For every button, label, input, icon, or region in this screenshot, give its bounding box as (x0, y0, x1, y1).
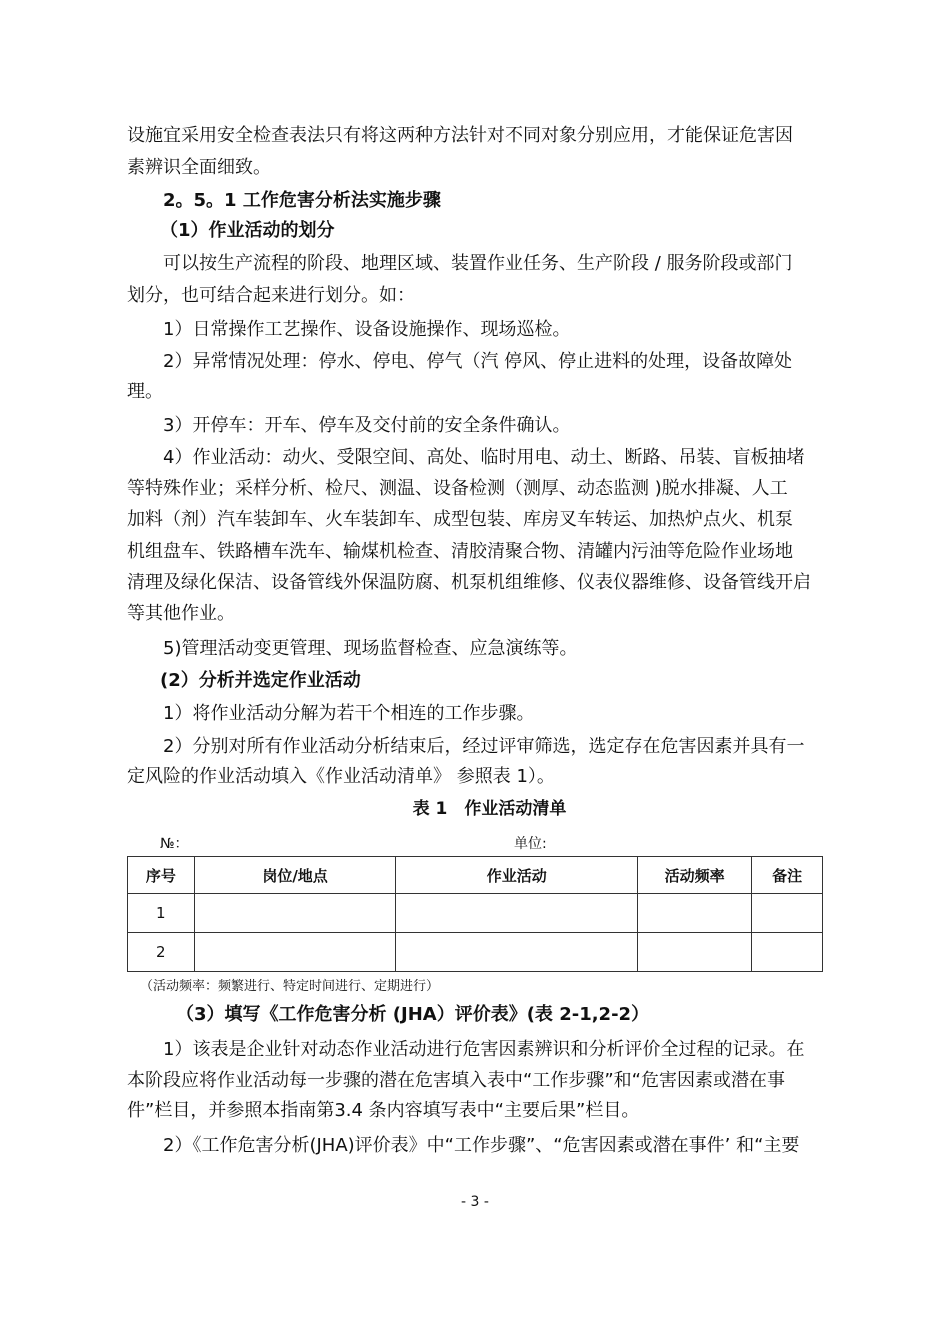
list-item: 2）异常情况处理：停水、停电、停气（汽 停风、停止进料的处理，设备故障处 (163, 351, 793, 372)
list-item-continuation: 本阶段应将作业活动每一步骤的潜在危害填入表中“工作步骤”和“危害因素或潜在事 (127, 1070, 785, 1091)
col-header-activity: 作业活动 (396, 857, 638, 894)
col-header-location: 岗位/地点 (194, 857, 396, 894)
list-item: 5)管理活动变更管理、现场监督检查、应急演练等。 (163, 638, 578, 659)
paragraph-line: 设施宜采用安全检查表法只有将这两种方法针对不同对象分别应用，才能保证危害因 (127, 125, 793, 146)
page-number: - 3 - (461, 1194, 489, 1210)
list-item-continuation: 等特殊作业；采样分析、检尺、测温、设备检测（测厚、动态监测 )脱水排凝、人工 (127, 478, 788, 499)
table-row (128, 933, 823, 972)
table-cell (752, 894, 823, 933)
table-note: （活动频率：频繁进行、特定时间进行、定期进行） (140, 979, 440, 994)
table-cell (194, 933, 396, 972)
list-item-continuation: 清理及绿化保洁、设备管线外保温防腐、机泵机组维修、仪表仪器维修、设备管线开启 (127, 572, 811, 593)
list-item-continuation: 定风险的作业活动填入《作业活动清单》 参照表 1）。 (127, 766, 555, 787)
list-item-continuation: 理。 (127, 381, 163, 402)
list-item-continuation: 加料（剂）汽车装卸车、火车装卸车、成型包装、库房叉车转运、加热炉点火、机泵 (127, 509, 793, 530)
table-cell (637, 894, 751, 933)
paragraph-line: 划分，也可结合起来进行划分。如： (127, 285, 415, 306)
paragraph-line: 素辨识全面细致。 (127, 157, 271, 178)
table-cell (396, 894, 638, 933)
table-header-row (128, 857, 823, 894)
subsection-heading: （1）作业活动的划分 (160, 220, 335, 241)
table-row (128, 894, 823, 933)
list-item-continuation: 机组盘车、铁路槽车洗车、输煤机检查、清胶清聚合物、清罐内污油等危险作业场地 (127, 541, 793, 562)
table-number-label: №： (160, 836, 189, 852)
paragraph-line: 可以按生产流程的阶段、地理区域、装置作业任务、生产阶段 / 服务阶段或部门 (163, 253, 793, 274)
list-item: 2）分别对所有作业活动分析结束后，经过评审筛选，选定存在危害因素并具有一 (163, 736, 805, 757)
col-header-remarks: 备注 (752, 857, 823, 894)
table-cell: 2 (128, 933, 195, 972)
table-caption: 表 1 作业活动清单 (412, 799, 567, 819)
table-cell (637, 933, 751, 972)
activity-list-table (127, 856, 823, 972)
table-cell (194, 894, 396, 933)
table-unit-label: 单位: (514, 836, 547, 852)
table-cell: 1 (128, 894, 195, 933)
list-item-continuation: 等其他作业。 (127, 603, 235, 624)
section-heading: 2。5。1 工作危害分析法实施步骤 (163, 190, 441, 211)
table-cell (752, 933, 823, 972)
col-header-index: 序号 (128, 857, 195, 894)
col-header-frequency: 活动频率 (637, 857, 751, 894)
list-item: 3）开停车：开车、停车及交付前的安全条件确认。 (163, 415, 571, 436)
list-item-continuation: 件”栏目，并参照本指南第3.4 条内容填写表中“主要后果”栏目。 (127, 1100, 640, 1121)
subsection-heading: （3）填写《工作危害分析 (JHA）评价表》(表 2-1,2-2） (176, 1004, 650, 1025)
list-item: 1）日常操作工艺操作、设备设施操作、现场巡检。 (163, 319, 571, 340)
table-cell (396, 933, 638, 972)
list-item: 1）该表是企业针对动态作业活动进行危害因素辨识和分析评价全过程的记录。在 (163, 1039, 805, 1060)
list-item: 1）将作业活动分解为若干个相连的工作步骤。 (163, 703, 535, 724)
subsection-heading: (2）分析并选定作业活动 (160, 670, 361, 691)
list-item: 2）《工作危害分析(JHA)评价表》中“工作步骤”、“危害因素或潜在事件’ 和“主要 (163, 1135, 800, 1156)
list-item: 4）作业活动：动火、受限空间、高处、临时用电、动土、断路、吊装、盲板抽堵 (163, 447, 805, 468)
